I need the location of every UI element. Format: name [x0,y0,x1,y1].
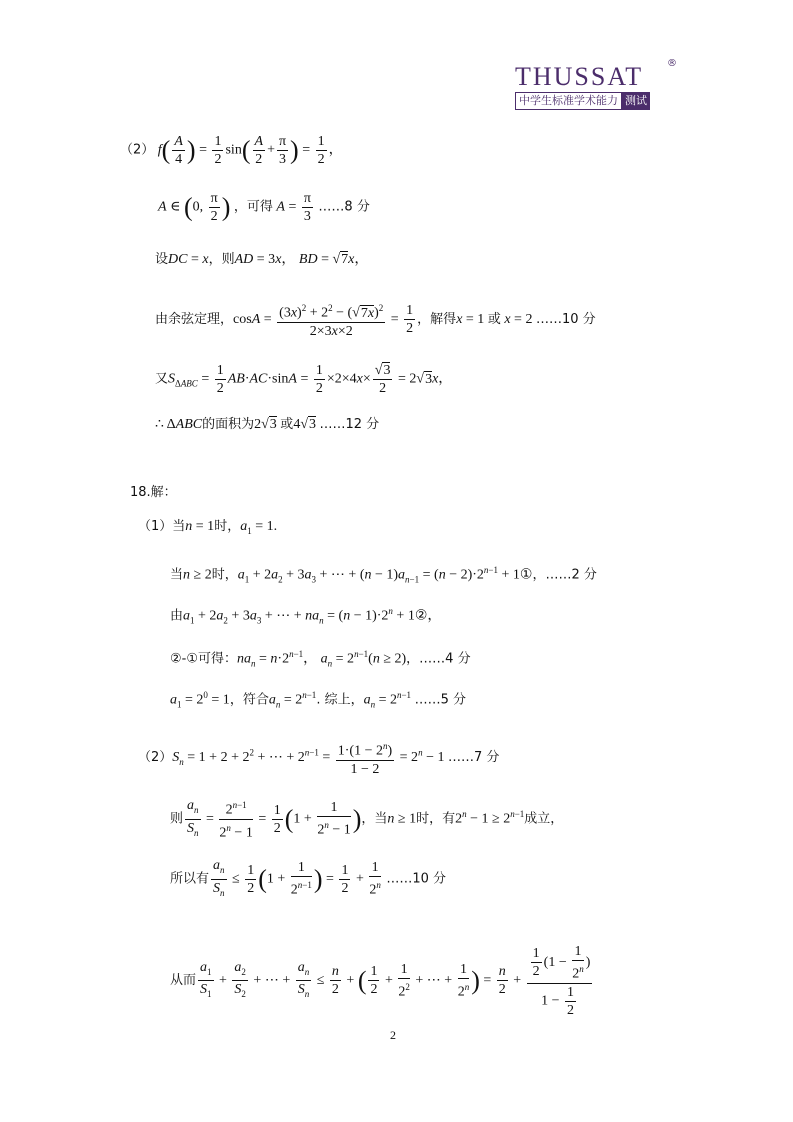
logo-bar [515,92,665,110]
q18-p2-line3: 所以有 $\frac{a_n}{S_n}$ ≤ $\frac{1}{2}$ (1 + $\frac{1}{2^{n-1}}$ ) = $\frac{1}{2}$ + $\frac{1}{2^n}$ ……10 分 [170,858,447,899]
thussat-logo [515,58,677,110]
q18-p2b-mid: ，当 [361,811,388,827]
q18-p2-label: （2） [138,750,173,766]
part2-l4-prefix: 由余弦定理， [155,312,234,328]
q18-p1c-prefix: 由 [170,608,184,624]
part2-l5-prefix: 又 [155,371,169,387]
q18-p1e-sum: . 综上， [316,692,364,708]
q18-p1-label: （1）当 [138,519,186,534]
q18-p1-line4: ②-①可得：$na_n = n\cdot 2^{n-1}$， $a_n = 2^{n-1}(n \ge 2)$，……4 分 [170,649,471,669]
part2-l2-suffix: ，可得 [233,199,273,215]
part2-line4: 由余弦定理，cosA = $\frac{(3x)^2 + 2^2 - (√7x)^2}{2\times 3x\times 2}$ = $\frac{1}{2}$ ，解得x = 1 或 x = 2 ……10 分 [155,300,596,340]
q18-p1b-prefix: 当 [170,567,184,583]
part2-l3-prefix: 设 [155,252,169,267]
score-7: ……7 分 [447,750,500,766]
score-5: ……5 分 [414,692,466,708]
score-10: ……10 分 [535,312,596,328]
q18-p1d-prefix: ②-①可得： [170,651,237,667]
q18-p2b-prefix: 则 [170,811,184,827]
score-10b: ……10 分 [386,871,447,887]
page-number: 2 [390,1028,396,1042]
logo-wordmark: THUSSAT [515,62,644,91]
q18-p2-line4: 从而 $\frac{a_1}{S_1}$ + $\frac{a_2}{S_2}$ + ⋯ + $\frac{a_n}{S_n}$ ≤ $\frac{n}{2}$ + ( $\frac{1}{2}$ + $\frac{1}{2^2}$ + ⋯ + $\frac{1}{2^n}$ ) = $\frac{n}{2}$ + $\frac{1}{2}$ (1 − $\frac{1}{2^n}$ ) 1 − $\frac{1}{2}$ [170,944,591,1018]
part2-l3-mid: ，则 [208,252,235,267]
part2-line3: 设DC = x，则AD = 3x， BD = √7x， [155,252,369,267]
logo-badge: 测试 [622,92,650,110]
q18-p1b-when: 时， [211,567,238,583]
q18-p2b-has: 时，有 [416,811,456,827]
q18-p1-when: 时， [214,519,241,534]
part2-line6: ∴ ΔABC的面积为2√3 或4√3 ……12 分 [155,417,380,432]
q18-p2d-prefix: 从而 [170,973,197,989]
part2-line2: A ∈ (0, $\frac{\pi}{2}$ ) ，可得 A = $\frac{\pi}{3}$ ……8 分 [158,191,370,224]
score-4: ，……4 分 [406,651,471,667]
q18-p1-line3: 由$a_1 + 2a_2 + 3a_3$ + ⋯ + $na_n = (n - 1)\cdot 2^n$ + 1②， [170,606,442,626]
q18-p2-line2: 则 $\frac{a_n}{S_n}$ = $\frac{2^{n-1}}{2^n - 1}$ = $\frac{1}{2}$ (1 + $\frac{1}{2^n - 1}$ )，当n ≥ 1时，有$2^n - 1 \ge 2^{n-1}$成立， [170,798,564,841]
q18-p1e-fit: ，符合 [229,692,269,708]
part2-line5: 又$S_{\Delta ABC}$ = $\frac{1}{2}$ AB·AC·sinA = $\frac{1}{2}$ ×2×4x× $\frac{√3}{2}$ = 2√3x， [155,363,453,396]
part2-l6-text: 的面积为 [202,417,255,432]
q18-title: 18.解： [130,485,177,500]
q18-p2c-prefix: 所以有 [170,871,210,887]
part2-l4-or: 或 [487,312,501,328]
score-2: ，……2 分 [532,567,597,583]
registered-mark: ® [667,58,677,69]
q18-p1-line1: （1）当n = 1时，$a_1 = 1$. [138,519,278,536]
q18-p1-line5: $a_1 = 2^0 = 1$，符合$a_n = 2^{n-1}$. 综上，$a_n = 2^{n-1}$ ……5 分 [170,690,466,710]
score-8: ……8 分 [318,199,370,215]
part2-l4-suffix: ，解得 [417,312,457,328]
score-12: ……12 分 [319,417,380,432]
part2-label: （2） [120,142,155,158]
q18-p1-line2: 当n ≥ 2时，$a_1 + 2a_2 + 3a_3$ + ⋯ + $(n - 1)a_{n-1} = (n - 2)\cdot 2^{n-1}$ + 1①，……2 分 [170,565,597,585]
part2-line1: （2） f( $\frac{A}{4}$ ) = $\frac{1}{2}$ sin( $\frac{A}{2}$ + $\frac{\pi}{3}$ ) = $\frac{1}{2}$ ， [120,134,343,167]
part2-l6-or: 或 [280,417,294,432]
logo-subtitle: 中学生标准学术能力 [515,92,622,110]
q18-p2-line1: $(2)S_n = 1 + 2 + 2^2$ + ⋯ + $2^{n-1}$ = $\frac{1\cdot(1 - 2^n)}{1 - 2}$ = $2^n - 1$ ……7 分 [138,738,499,778]
q18-p2b-tail: 成立， [524,811,564,827]
